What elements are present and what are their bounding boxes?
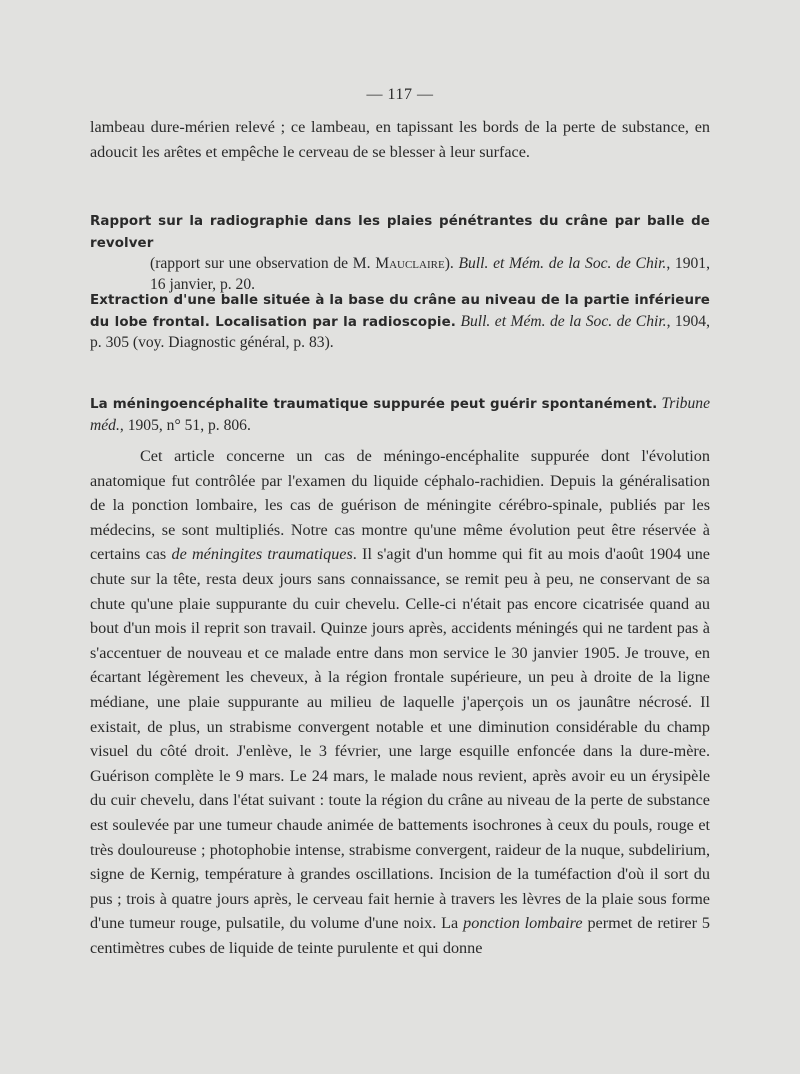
reference-meningoencephalite (90, 394, 710, 436)
reference-journal: Bull. et Mém. de la Soc. de Chir. (460, 312, 667, 330)
body-italic-text: de méningites traumatiques (171, 545, 353, 564)
reference-journal: Bull. et Mém. de la Soc. de Chir. (458, 255, 667, 272)
body-text: Cet article concerne un cas de méningo-encéphalite suppurée dont l'évolution anatomique fut contrôlée par l'examen du liquide céphalo-rachidien. Depuis la généralisation de la ponction lombaire, les cas de guérison de méningite cérébro-spinale, publiés par les médecins, se sont multipliés. Notre cas montre qu'une même évolution peut être réservée à certains cas (90, 447, 710, 564)
reference-details (90, 254, 710, 295)
reference-date: , 1904, p. 305 (voy. Diagnostic général, p. 83). (90, 312, 710, 351)
reference-title: Extraction d'une balle située à la base du crâne au niveau de la partie inférieure du lobe frontal. Localisation par la radioscopie. (90, 293, 710, 330)
reference-date: , 1905, n° 51, p. 806. (119, 416, 251, 434)
body-text: permet de retirer 5 centimètres cubes de liquide de teinte purulente et qui donne (90, 914, 710, 957)
reference-radiographie (90, 211, 710, 295)
body-italic-text: ponction lombaire (463, 914, 583, 933)
reference-text: (rapport sur une observation de M. (150, 255, 376, 272)
reference-title: La méningoencéphalite traumatique suppurée peut guérir spontanément. (90, 397, 658, 412)
page-number: — 117 — (366, 86, 434, 103)
body-paragraph (90, 444, 710, 960)
intro-paragraph: lambeau dure-mérien relevé ; ce lambeau, en tapissant les bords de la perte de substance, en adoucit les arêtes et empêche le cerveau de se blesser à leur surface. (90, 118, 710, 161)
reference-author: Mauclaire (375, 255, 445, 272)
reference-title: Rapport sur la radiographie dans les plaies pénétrantes du crâne par balle de revolver (90, 214, 710, 251)
reference-journal: Tribune méd. (90, 395, 710, 434)
reference-extraction (90, 290, 710, 354)
body-text: . Il s'agit d'un homme qui fit au mois d'août 1904 une chute sur la tête, resta deux jours sans connaissance, se remit peu à peu, ne conservant de sa chute qu'une plaie suppurante du cuir chevelu. Celle-ci n'était pas encore cicatrisée quand au bout d'un mois il reprit son travail. Quinze jours après, accidents méningés qui ne tardent pas à s'accentuer de nouveau et ce malade entre dans mon service le 30 janvier 1905. Je trouve, en écartant légèrement les cheveux, à la région frontale supérieure, un peu à droite de la ligne médiane, une plaie suppurante au milieu de laquelle j'aperçois un os jaunâtre nécrosé. Il existait, de plus, un strabisme convergent notable et une diminution considérable du champ visuel du côté droit. J'enlève, le 3 février, une large esquille enfoncée dans la dure-mère. Guérison complète le 9 mars. Le 24 mars, le malade nous revient, après avoir eu un érysipèle du cuir chevelu, dans l'état suivant : toute la région du crâne au niveau de la perte de substance est soulevée par une tumeur chaude animée de battements isochrones à ceux du pouls, rouge et très douloureuse ; photophobie intense, strabisme convergent, raideur de la nuque, subdelirium, signe de Kernig, température à grandes oscillations. Incision de la tuméfaction d'où il sort du pus ; trois à quatre jours après, le cerveau fait hernie à travers les lèvres de la plaie sous forme d'une tumeur rouge, pulsatile, du volume d'une noix. La (90, 545, 710, 933)
reference-text: ). (444, 255, 459, 272)
reference-date: , 1901, 16 janvier, p. 20. (150, 255, 710, 293)
